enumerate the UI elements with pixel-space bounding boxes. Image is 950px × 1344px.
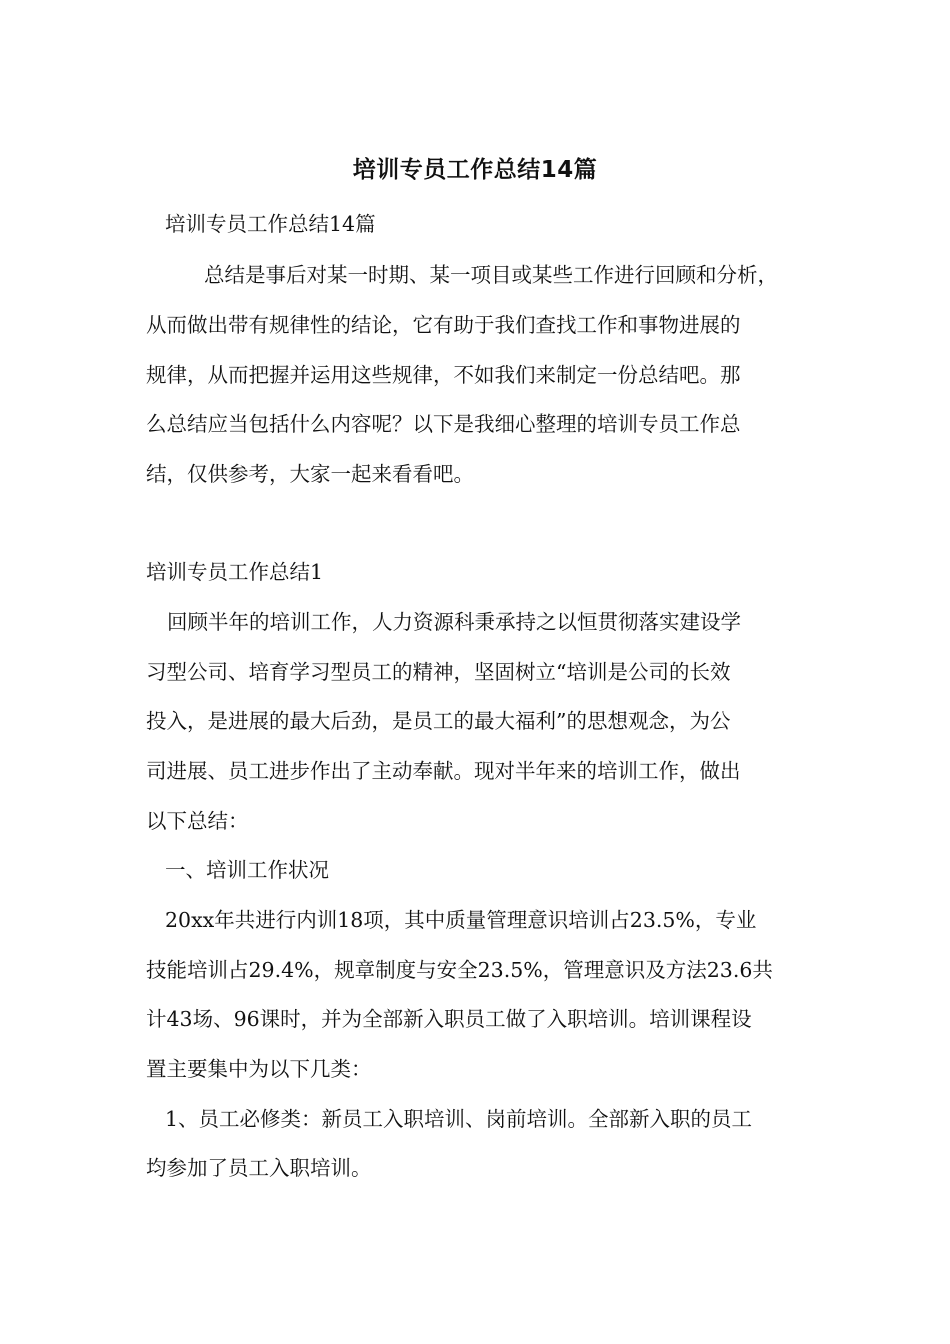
list-item-line: 均参加了员工入职培训。 xyxy=(146,1156,372,1180)
section-line: 投入，是进展的最大后劲，是员工的最大福利”的思想观念，为公 xyxy=(146,709,731,733)
stats-line: 20xx年共进行内训18项，其中质量管理意识培训占23.5%，专业 xyxy=(165,908,757,932)
section-line: 习型公司、培育学习型员工的精神，坚固树立“培训是公司的长效 xyxy=(146,660,731,684)
subtitle: 培训专员工作总结14篇 xyxy=(165,212,376,236)
intro-line: 规律，从而把握并运用这些规律，不如我们来制定一份总结吧。那 xyxy=(146,363,741,387)
list-item-line: 1、员工必修类：新员工入职培训、岗前培训。全部新入职的员工 xyxy=(165,1107,753,1131)
intro-line: 结，仅供参考，大家一起来看看吧。 xyxy=(146,462,474,486)
section-heading: 培训专员工作总结1 xyxy=(146,560,324,584)
section-line: 司进展、员工进步作出了主动奉献。现对半年来的培训工作，做出 xyxy=(146,759,741,783)
stats-line: 计43场、96课时，并为全部新入职员工做了入职培训。培训课程设 xyxy=(146,1007,752,1031)
stats-line: 技能培训占29.4%，规章制度与安全23.5%，管理意识及方法23.6共 xyxy=(146,958,773,982)
stats-line: 置主要集中为以下几类： xyxy=(146,1057,372,1081)
subheading: 一、培训工作状况 xyxy=(165,858,329,882)
intro-line: 么总结应当包括什么内容呢？以下是我细心整理的培训专员工作总 xyxy=(146,412,741,436)
section-line: 回顾半年的培训工作，人力资源科秉承持之以恒贯彻落实建设学 xyxy=(167,610,741,634)
intro-line: 从而做出带有规律性的结论，它有助于我们查找工作和事物进展的 xyxy=(146,313,741,337)
intro-line: 总结是事后对某一时期、某一项目或某些工作进行回顾和分析， xyxy=(204,263,778,287)
document-title: 培训专员工作总结14篇 xyxy=(352,157,598,183)
section-line: 以下总结： xyxy=(146,809,249,833)
